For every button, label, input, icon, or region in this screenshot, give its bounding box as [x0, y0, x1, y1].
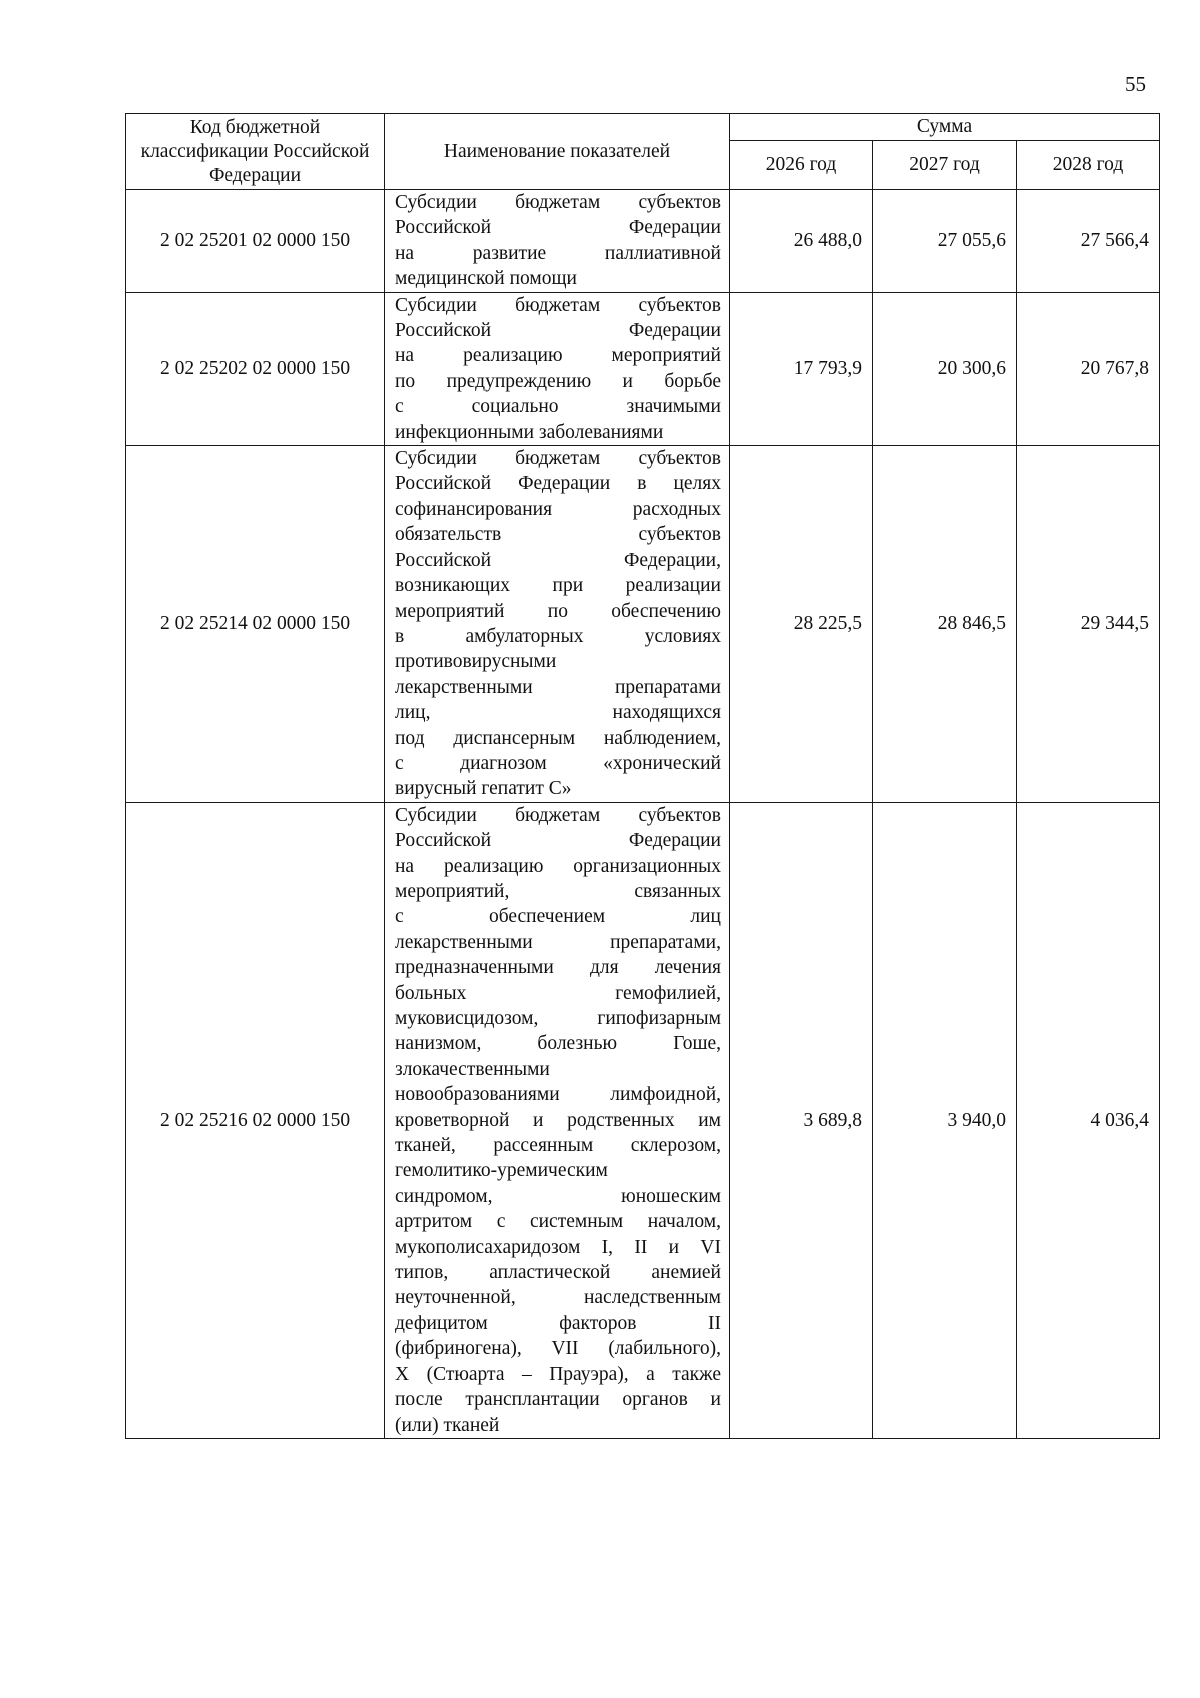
- budget-code: 2 02 25214 02 0000 150: [126, 446, 385, 803]
- header-year-2026: 2026 год: [730, 141, 873, 190]
- table-row: [126, 446, 1160, 803]
- indicator-name-line: по предупреждению и борьбе: [395, 370, 721, 392]
- indicator-name-line: синдромом, юношеским: [395, 1185, 721, 1207]
- indicator-name-line: лиц, находящихся: [395, 702, 721, 724]
- indicator-name-line: Российской Федерации: [395, 830, 721, 852]
- indicator-name-line: Российской Федерации: [395, 320, 721, 342]
- indicator-name-line: мероприятий по обеспечению: [395, 600, 721, 622]
- indicator-name-line: злокачественными: [395, 1058, 550, 1080]
- indicator-name-line: софинансирования расходных: [395, 498, 721, 520]
- amount-2026: 17 793,9: [730, 292, 873, 445]
- table-body: [126, 190, 1160, 1439]
- header-name: Наименование показателей: [385, 114, 730, 190]
- indicator-name-line: кроветворной и родственных им: [395, 1109, 721, 1131]
- amount-2028: 4 036,4: [1017, 802, 1160, 1438]
- indicator-name-line: лекарственными препаратами,: [395, 931, 721, 953]
- indicator-name-line: Российской Федерации,: [395, 549, 721, 571]
- indicator-name-line: возникающих при реализации: [395, 575, 721, 597]
- indicator-name-line: лекарственными препаратами: [395, 676, 721, 698]
- amount-2026: 3 689,8: [730, 802, 873, 1438]
- amount-2026: 28 225,5: [730, 446, 873, 803]
- indicator-name-line: мероприятий, связанных: [395, 880, 721, 902]
- budget-table: [125, 113, 1160, 1439]
- indicator-name: [385, 292, 730, 445]
- table-row: [126, 802, 1160, 1438]
- indicator-name-line: с социально значимыми: [395, 396, 721, 418]
- indicator-name: [385, 190, 730, 293]
- indicator-name-line: (или) тканей: [395, 1414, 500, 1436]
- indicator-name: [385, 446, 730, 803]
- indicator-name-line: Субсидии бюджетам субъектов: [395, 448, 721, 470]
- indicator-name-line: обязательств субъектов: [395, 524, 721, 546]
- indicator-name-line: новообразованиями лимфоидной,: [395, 1084, 721, 1106]
- indicator-name-line: муковисцидозом, гипофизарным: [395, 1008, 721, 1029]
- amount-2027: 28 846,5: [873, 446, 1017, 803]
- budget-code: 2 02 25216 02 0000 150: [126, 802, 385, 1438]
- amount-2026: 26 488,0: [730, 190, 873, 293]
- indicator-name-line: Субсидии бюджетам субъектов: [395, 192, 721, 213]
- indicator-name-line: Субсидии бюджетам субъектов: [395, 804, 721, 826]
- indicator-name-line: артритом с системным началом,: [395, 1211, 721, 1233]
- indicator-name-line: инфекционными заболеваниями: [395, 421, 664, 443]
- indicator-name-line: Российской Федерации в целях: [395, 473, 721, 495]
- indicator-name: [385, 802, 730, 1438]
- indicator-name-line: после трансплантации органов и: [395, 1389, 721, 1411]
- amount-2028: 20 767,8: [1017, 292, 1160, 445]
- indicator-name-line: медицинской помощи: [395, 268, 577, 290]
- indicator-name-line: с обеспечением лиц: [395, 906, 721, 928]
- amount-2027: 27 055,6: [873, 190, 1017, 293]
- indicator-name-line: с диагнозом «хронический: [395, 752, 721, 774]
- header-row-top: [126, 114, 1160, 141]
- indicator-name-line: под диспансерным наблюдением,: [395, 727, 721, 749]
- indicator-name-line: Субсидии бюджетам субъектов: [395, 294, 721, 316]
- table-row: [126, 292, 1160, 445]
- indicator-name-line: больных гемофилией,: [395, 982, 721, 1004]
- budget-code: 2 02 25201 02 0000 150: [126, 190, 385, 293]
- header-year-2028: 2028 год: [1017, 141, 1160, 190]
- indicator-name-line: (фибриногена), VII (лабильного),: [395, 1338, 721, 1360]
- amount-2027: 3 940,0: [873, 802, 1017, 1438]
- indicator-name-line: на развитие паллиативной: [395, 242, 721, 264]
- budget-code: 2 02 25202 02 0000 150: [126, 292, 385, 445]
- indicator-name-line: нанизмом, болезнью Гоше,: [395, 1033, 721, 1055]
- indicator-name-line: неуточненной, наследственным: [395, 1287, 721, 1309]
- indicator-name-line: тканей, рассеянным склерозом,: [395, 1135, 721, 1157]
- indicator-name-line: дефицитом факторов II: [395, 1312, 721, 1334]
- indicator-name-line: вирусный гепатит С»: [395, 778, 572, 800]
- page-number: 55: [1125, 72, 1146, 96]
- header-year-2027: 2027 год: [873, 141, 1017, 190]
- amount-2027: 20 300,6: [873, 292, 1017, 445]
- table-row: [126, 190, 1160, 293]
- indicator-name-line: мукополисахаридозом I, II и VI: [395, 1236, 721, 1258]
- amount-2028: 27 566,4: [1017, 190, 1160, 293]
- header-code: Код бюджетной классификации Российской Федерации: [126, 114, 385, 190]
- indicator-name-line: на реализацию мероприятий: [395, 345, 721, 367]
- indicator-name-line: на реализацию организационных: [395, 855, 721, 877]
- indicator-name-line: Российской Федерации: [395, 217, 721, 239]
- indicator-name-line: X (Стюарта – Прауэра), а также: [395, 1363, 721, 1385]
- indicator-name-line: типов, апластической анемией: [395, 1262, 721, 1284]
- amount-2028: 29 344,5: [1017, 446, 1160, 803]
- indicator-name-line: в амбулаторных условиях: [395, 625, 721, 647]
- header-sum: Сумма: [730, 114, 1160, 141]
- indicator-name-line: противовирусными: [395, 651, 557, 673]
- indicator-name-line: гемолитико-уремическим: [395, 1160, 608, 1182]
- indicator-name-line: предназначенными для лечения: [395, 957, 721, 979]
